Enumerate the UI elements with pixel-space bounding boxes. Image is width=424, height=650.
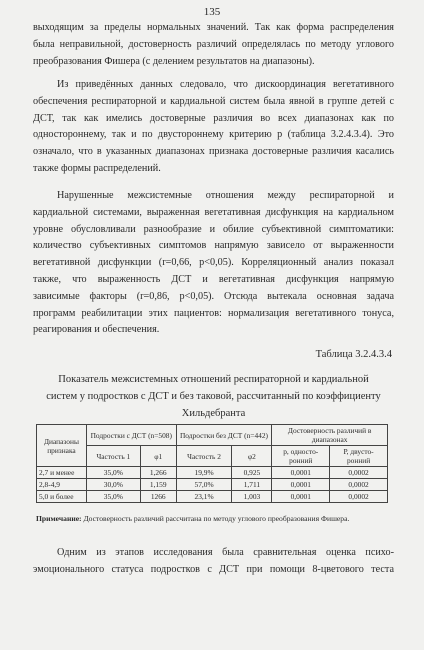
- paragraph-3: [33, 188, 394, 339]
- cell-phi1: 1,266: [140, 467, 176, 479]
- paragraph-4: [33, 545, 394, 579]
- cell-p-two: 0,0002: [330, 479, 388, 491]
- paragraph-2: [33, 77, 394, 178]
- text-line: кардиальной системами, выраженная вегетативная дисфункция на кардиальном: [33, 206, 394, 218]
- cell-range: 5,0 и более: [37, 491, 87, 503]
- text-line: ДСТ, так как имелись достоверные различия во всех диапазонах как по: [33, 112, 394, 124]
- table-row: [37, 467, 388, 479]
- text-line: также формы распределений.: [33, 162, 161, 174]
- header-group-no-dst: Подростки без ДСТ (n=442): [176, 425, 272, 446]
- header-p-one-sided: р, односто-ронний: [272, 446, 330, 467]
- header-freq1: Частость 1: [86, 446, 140, 467]
- header-range: Диапазоны признака: [37, 425, 87, 467]
- caption-line: систем у подростков с ДСТ и без таковой, рассчитанный по коэффициенту: [46, 391, 381, 402]
- cell-freq2: 23,1%: [176, 491, 232, 503]
- cell-freq1: 30,0%: [86, 479, 140, 491]
- note-text: Достоверность различий рассчитана по методу углового преобразования Фишера.: [81, 514, 350, 523]
- header-phi2: φ2: [232, 446, 272, 467]
- cell-phi2: 1,003: [232, 491, 272, 503]
- text-line: Одним из этапов исследования была сравнительная оценка психо-: [57, 547, 394, 558]
- text-line: одностороннему, так и по двустороннему критерию р (таблица 3.2.4.3.4). Это: [33, 129, 394, 141]
- table-subheader-row: [37, 446, 388, 467]
- cell-phi1: 1,159: [140, 479, 176, 491]
- table-caption: [33, 371, 394, 422]
- text-line: Нарушенные межсистемные отношения между респираторной и: [57, 190, 394, 201]
- paragraph-1: [33, 20, 394, 70]
- text-line: выходящим за пределы нормальных значений. Так как форма распределения: [33, 22, 394, 33]
- text-line: эмоционального статуса подростков с ДСТ при помощи 8-цветового теста: [33, 563, 394, 575]
- text-line: реагирования и обеспечения.: [33, 324, 160, 336]
- text-line: количество субъективных симптомов напрямую зависело от выраженности: [33, 240, 394, 252]
- header-phi1: φ1: [140, 446, 176, 467]
- header-freq2: Частость 2: [176, 446, 232, 467]
- header-group-dst: Подростки с ДСТ (n=508): [86, 425, 176, 446]
- text-line: программ реабилитации этих пациентов: нормализация вегетативного тонуса,: [33, 307, 394, 319]
- cell-p-two: 0,0002: [330, 491, 388, 503]
- caption-line: Хильдебранта: [181, 408, 246, 419]
- text-line: уровне обусловливали разнообразие и обилие субъективной симптоматики:: [33, 223, 394, 235]
- cell-freq1: 35,0%: [86, 491, 140, 503]
- cell-p-one: 0,0001: [272, 467, 330, 479]
- table-row: [37, 479, 388, 491]
- text-line: Из приведённых данных следовало, что дискоординация вегетативного: [57, 79, 394, 90]
- cell-phi2: 0,925: [232, 467, 272, 479]
- text-line: преобразования Фишера (с делением результатов на диапазоны).: [33, 55, 315, 67]
- table-label: Таблица 3.2.4.3.4: [315, 349, 392, 360]
- text-line: зависимые факторы (r=0,86, p<0,05). Отсюда вытекала основная задача: [33, 290, 394, 302]
- header-p-two-sided: Р, двусто-ронний: [330, 446, 388, 467]
- cell-phi1: 1266: [140, 491, 176, 503]
- cell-freq2: 57,0%: [176, 479, 232, 491]
- cell-range: 2,7 и менее: [37, 467, 87, 479]
- cell-freq1: 35,0%: [86, 467, 140, 479]
- table-header-row: [37, 425, 388, 446]
- cell-p-two: 0,0002: [330, 467, 388, 479]
- table-note: [36, 514, 392, 524]
- note-label: Примечание:: [36, 514, 82, 523]
- text-line: также, что выраженность ДСТ и вегетативная дисфункция напрямую: [33, 273, 394, 285]
- text-line: обеспечения респираторной и кардиальной систем была явной в группе детей с: [33, 95, 394, 107]
- header-significance: Достоверность различий в диапазонах: [272, 425, 388, 446]
- cell-freq2: 19,9%: [176, 467, 232, 479]
- text-line: вегетативной дисфункции (r=0,66, p<0,05). Корреляционный анализ показал: [33, 257, 394, 269]
- text-line: была неправильной, достоверность различий определялась по методу углового: [33, 38, 394, 50]
- data-table: [36, 424, 388, 503]
- cell-phi2: 1,711: [232, 479, 272, 491]
- text-line: означало, что в указанных диапазонах признака достоверные различия касались: [33, 146, 394, 158]
- table-row: [37, 491, 388, 503]
- cell-p-one: 0,0001: [272, 479, 330, 491]
- caption-line: Показатель межсистемных отношений респираторной и кардиальной: [58, 374, 369, 385]
- cell-range: 2,8-4,9: [37, 479, 87, 491]
- cell-p-one: 0,0001: [272, 491, 330, 503]
- page-number: 135: [203, 6, 221, 18]
